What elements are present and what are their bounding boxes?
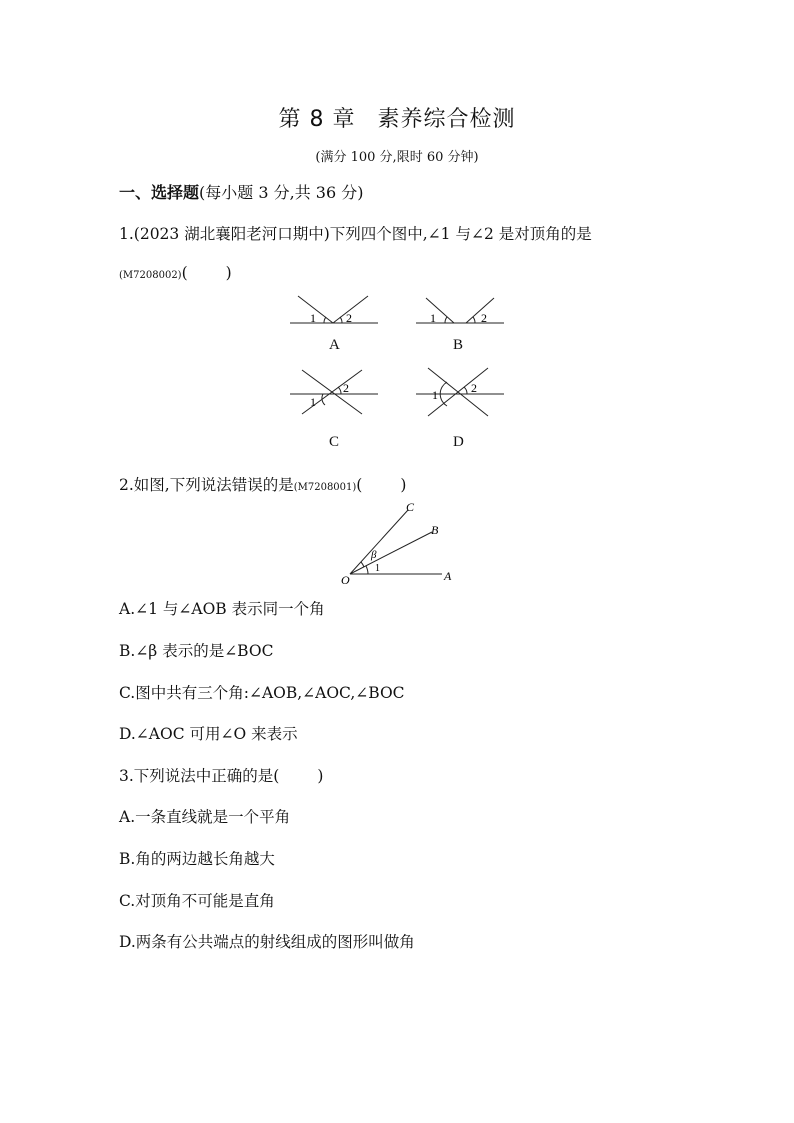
- figure-a-arc-2: [340, 317, 342, 323]
- figure-b-label: B: [453, 337, 464, 353]
- figure-b: [414, 292, 506, 332]
- exam-info: (满分 100 分,限时 60 分钟): [315, 150, 479, 165]
- chapter-number: 第 8 章: [278, 107, 356, 132]
- answer-paren-open: (: [273, 767, 280, 785]
- section-scoring: (每小题 3 分,共 36 分): [199, 183, 364, 202]
- question-3-option-d: D.两条有公共端点的射线组成的图形叫做角: [119, 933, 415, 951]
- figure-a-angle-1: 1: [310, 311, 316, 325]
- figure-c-arc-2: [338, 387, 341, 394]
- angle-beta-label: β: [371, 549, 377, 561]
- figure-c-angle-1: 1: [310, 395, 316, 409]
- figure-c: [288, 366, 380, 416]
- question-2-option-a: A.∠1 与∠AOB 表示同一个角: [119, 600, 325, 618]
- answer-paren-open: (: [181, 264, 188, 282]
- figure-b-angle-1: 1: [430, 311, 436, 325]
- question-2-text: 2.如图,下列说法错误的是: [119, 476, 294, 494]
- question-1-answer-line: [119, 264, 232, 282]
- answer-paren-close: ): [317, 767, 324, 785]
- figure-b-ray-right: [466, 298, 494, 323]
- figure-c-arc-1: [322, 394, 325, 405]
- figure-a-angle-2: 2: [346, 311, 352, 325]
- figure-q2-angles: [338, 498, 458, 586]
- figure-d-arc-2: [464, 387, 467, 394]
- answer-paren-open: (: [356, 476, 363, 494]
- figure-a-label: A: [329, 337, 340, 353]
- question-3-text: 3.下列说法中正确的是: [119, 767, 274, 785]
- arc-angle-1: [366, 566, 368, 574]
- figure-a: [288, 292, 380, 332]
- question-3-stem: [119, 764, 323, 786]
- question-2-code: (M7208001): [293, 482, 357, 493]
- figure-b-arc-2: [473, 317, 475, 323]
- answer-paren-close: ): [225, 264, 232, 282]
- question-1-code: (M7208002): [119, 270, 182, 281]
- figure-c-angle-2: 2: [343, 381, 349, 395]
- section-title: 一、选择题: [119, 183, 200, 202]
- question-2-option-b: B.∠β 表示的是∠BOC: [119, 642, 274, 660]
- question-1-stem: 1.(2023 湖北襄阳老河口期中)下列四个图中,∠1 与∠2 是对顶角的是: [119, 225, 592, 243]
- question-2-option-d: D.∠AOC 可用∠O 来表示: [119, 725, 298, 743]
- arc-angle-beta: [361, 562, 364, 567]
- question-3-option-c: C.对顶角不可能是直角: [119, 892, 275, 910]
- chapter-name: 素养综合检测: [377, 107, 516, 132]
- figure-a-arc-1: [324, 317, 326, 323]
- point-a-label: A: [444, 569, 452, 583]
- figure-b-arc-1: [445, 317, 447, 323]
- point-c-label: C: [406, 500, 415, 514]
- answer-paren-close: ): [400, 476, 407, 494]
- question-2-option-c: C.图中共有三个角:∠AOB,∠AOC,∠BOC: [119, 684, 405, 702]
- figure-d-angle-1: 1: [432, 388, 438, 402]
- ray-ob: [350, 532, 432, 574]
- question-3-option-a: A.一条直线就是一个平角: [119, 808, 291, 826]
- figure-d-label: D: [453, 434, 464, 450]
- figure-c-label: C: [329, 434, 340, 450]
- point-o-label: O: [341, 573, 350, 586]
- section-heading: [119, 180, 363, 203]
- figure-d: [414, 366, 506, 418]
- page-title: [0, 102, 794, 133]
- question-3-option-b: B.角的两边越长角越大: [119, 850, 275, 868]
- figure-d-angle-2: 2: [471, 381, 477, 395]
- question-2-stem: [119, 473, 406, 495]
- angle-1-label: 1: [375, 563, 380, 574]
- figure-b-angle-2: 2: [481, 311, 487, 325]
- point-b-label: B: [431, 523, 439, 537]
